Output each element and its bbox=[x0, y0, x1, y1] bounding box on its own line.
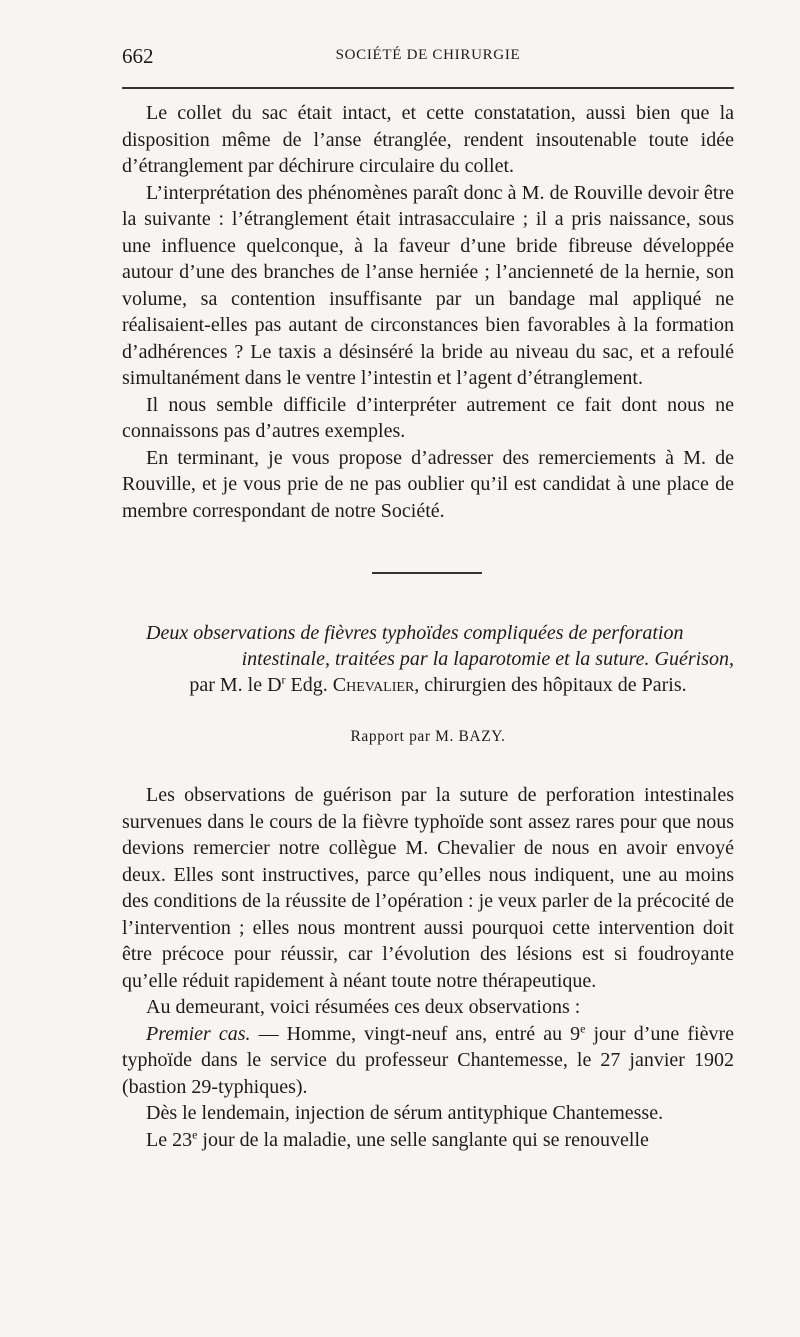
paragraph: Le collet du sac était intact, et cette constatation, aussi bien que la disposition même de l’anse étranglée, rendent insoutenable toute idée d’étranglement par déchirure circulaire du collet. bbox=[122, 102, 734, 177]
text-b: jour de la maladie, une selle sanglante qui se renouvelle bbox=[197, 1128, 649, 1151]
rapport-line: Rapport par M. BAZY. bbox=[350, 728, 506, 745]
header-rule bbox=[122, 87, 734, 89]
case-label: Premier cas. bbox=[146, 1022, 251, 1045]
page-number: 662 bbox=[122, 44, 154, 68]
superscript: e bbox=[192, 1126, 198, 1141]
case-text-b: jour d’une fièvre typhoïde dans le service du professeur Chantemesse, le 27 janvier 1902 (bastion 29-typhiques). bbox=[122, 1022, 734, 1098]
paragraph: L’interprétation des phénomènes paraît donc à M. de Rouville devoir être la suivante : l’étranglement était intrasacculaire ; il a pris naissance, sous une influence quelconque, à la faveur d’une bride fibreuse développée autour d’une des branches de l’anse herniée ; l’ancienneté de la hernie, son volume, sa contention insuffisante par un bandage mal appliqué ne réalisaient-elles pas autant de circonstances bien favorables à la formation d’adhérences ? Le taxis a désinséré la bride au niveau du sac, et a refoulé simultanément dans le ventre l’intestin et l’agent d’étranglement. bbox=[122, 181, 734, 389]
paragraph: Au demeurant, voici résumées ces deux observations : bbox=[146, 996, 581, 1018]
text-a: Le 23 bbox=[146, 1128, 193, 1151]
paragraph bbox=[122, 1127, 734, 1154]
section-separator bbox=[372, 572, 482, 574]
author-line bbox=[122, 672, 734, 698]
title-line: Deux observations de fièvres typhoïdes compliquées de perforation bbox=[146, 622, 684, 644]
author-prefix: par M. le D bbox=[189, 674, 282, 696]
superscript: e bbox=[580, 1020, 586, 1035]
paragraph: Dès le lendemain, injection de sérum antityphique Chantemesse. bbox=[146, 1102, 664, 1124]
author-surname: Chevalier bbox=[332, 674, 415, 696]
report-text bbox=[122, 782, 734, 1153]
page-header bbox=[122, 44, 734, 68]
author-first: Edg. bbox=[285, 674, 333, 696]
paragraph bbox=[122, 1021, 734, 1101]
paragraph: En terminant, je vous propose d’adresser des remerciements à M. de Rouville, et je vous prie de ne pas oublier qu’il est candidat à une place de membre correspondant de notre Société. bbox=[122, 446, 734, 522]
case-text-a: — Homme, vingt-neuf ans, entré au 9 bbox=[250, 1022, 581, 1045]
title-line: intestinale, traitées par la laparotomie et la suture. Guérison, bbox=[241, 648, 734, 670]
author-prefix-sup: r bbox=[281, 672, 286, 687]
paragraph: Les observations de guérison par la suture de perforation intestinales survenues dans le cours de la fièvre typhoïde sont assez rares pour que nous devions remercier notre collègue M. Chevalier de nous en avoir envoyé deux. Elles sont instructives, parce qu’elles nous indiquent, une au moins des conditions de la réussite de l’opération : je veux parler de la précocité de l’intervention ; elles nous montrent aussi pourquoi cette intervention doit être précoce pour réussir, car l’évolution des lésions est si foudroyante qu’elle réduit rapidement à néant toute notre thérapeutique. bbox=[122, 784, 734, 992]
previous-report-text bbox=[122, 100, 734, 524]
author-suffix: , chirurgien des hôpitaux de Paris. bbox=[414, 674, 687, 696]
paragraph: Il nous semble difficile d’interpréter autrement ce fait dont nous ne connaissons pas d’autres exemples. bbox=[122, 393, 734, 442]
article-title bbox=[122, 620, 734, 698]
running-title: SOCIÉTÉ DE CHIRURGIE bbox=[335, 47, 521, 63]
